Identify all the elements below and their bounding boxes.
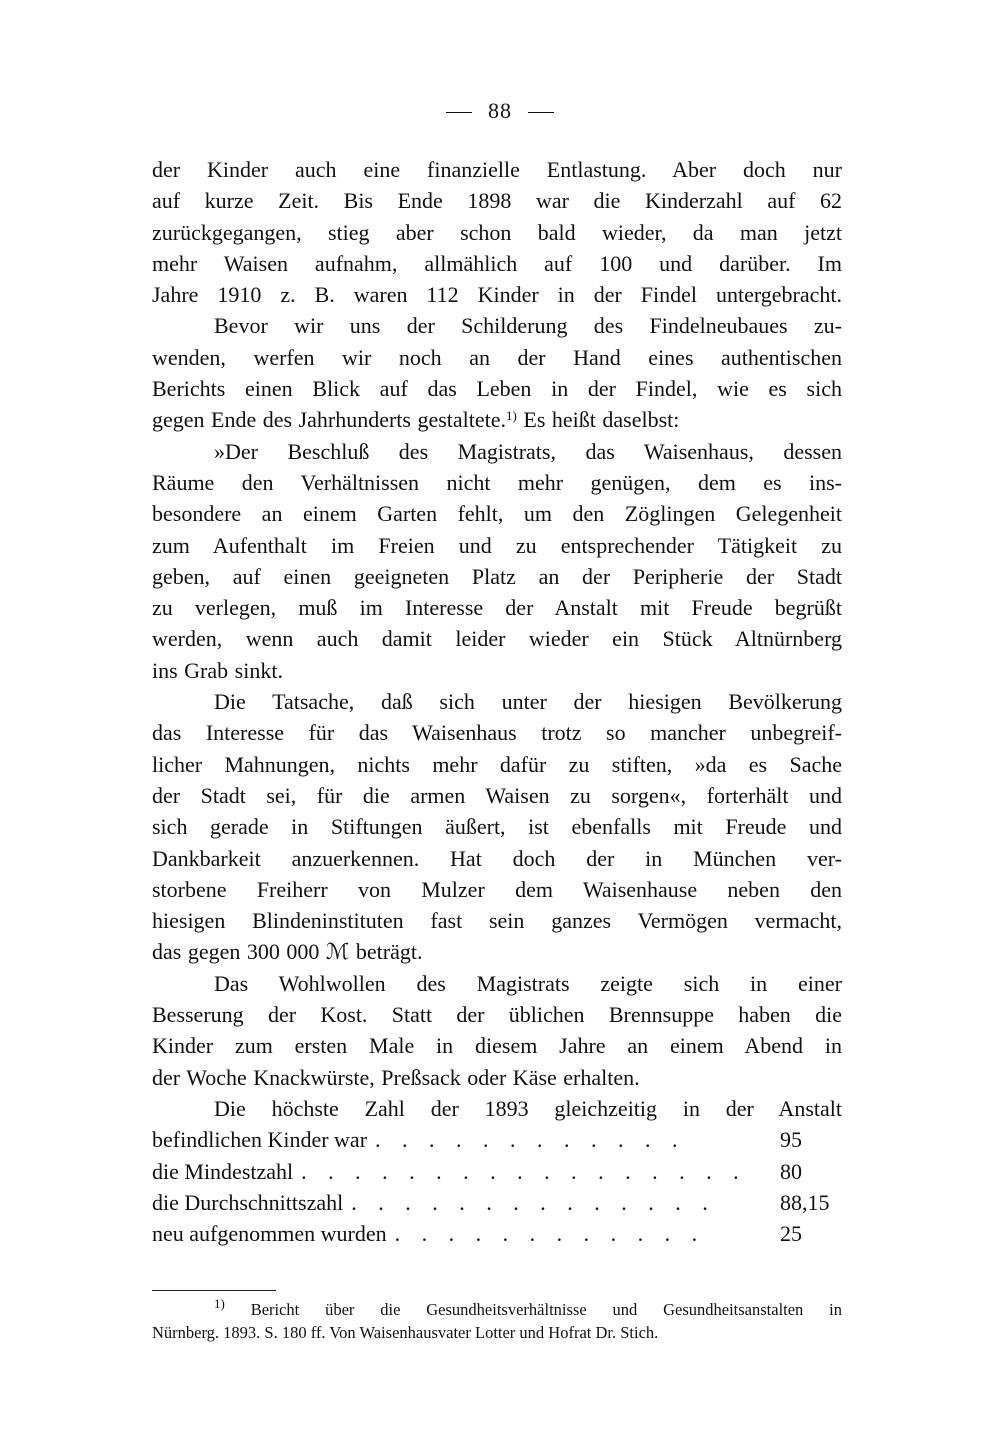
text-line: zurückgegangen, stieg aber schon bald wieder, da man jetzt [152, 219, 842, 245]
text-line: der Woche Knackwürste, Preßsack oder Käse erhalten. [152, 1064, 640, 1090]
text-line: Berichts einen Blick auf das Leben in der Findel, wie es sich [152, 376, 842, 402]
footnote-marker: 1) [214, 1296, 225, 1311]
footnote [152, 1298, 842, 1344]
paragraph-4 [152, 686, 842, 968]
page-number-dash-left [446, 112, 472, 113]
stat-leader-dots: . . . . . . . . . . . . . . . . . [301, 1158, 747, 1184]
stat-label: neu aufgenommen wurden [152, 1221, 387, 1247]
text-line [152, 436, 842, 467]
text-line: Jahre 1910 z. B. waren 112 Kinder in der Findel untergebracht. [152, 282, 842, 308]
text-line: wenden, werfen wir noch an der Hand eines authentischen [152, 344, 842, 370]
stat-leader-dots: . . . . . . . . . . . . . . [351, 1189, 716, 1215]
text-line: das gegen 300 000 ℳ beträgt. [152, 939, 423, 965]
stat-row [152, 1156, 842, 1187]
paragraph-2 [152, 310, 842, 435]
text-line: besondere an einem Garten fehlt, um den Zöglingen Gelegenheit [152, 501, 842, 527]
stat-label: die Durchschnittszahl [152, 1189, 344, 1215]
text-line: Kinder zum ersten Male in diesem Jahre an einem Abend in [152, 1033, 842, 1059]
body-text [152, 154, 842, 1249]
stat-value: 80 [780, 1158, 802, 1184]
text-line: mehr Waisen aufnahm, allmählich auf 100 und darüber. Im [152, 250, 842, 276]
text-line: zu verlegen, muß im Interesse der Anstalt mit Freude begrüßt [152, 595, 842, 621]
paragraph-3 [152, 436, 842, 686]
text-line-content: Die höchste Zahl der 1893 gleichzeitig in der Anstalt [214, 1095, 842, 1121]
text-line: ins Grab sinkt. [152, 657, 283, 683]
stat-label: die Mindestzahl [152, 1158, 294, 1184]
text-line: Besserung der Kost. Statt der üblichen Brennsuppe haben die [152, 1002, 842, 1028]
text-line-content: Das Wohlwollen des Magistrats zeigte sich in einer [214, 970, 842, 996]
paragraph-6 [152, 1093, 842, 1124]
stat-leader-dots: . . . . . . . . . . . . [375, 1127, 686, 1153]
text-line [152, 968, 842, 999]
text-line-content: Die Tatsache, daß sich unter der hiesigen Bevölkerung [214, 689, 842, 715]
stat-label: befindlichen Kinder war [152, 1127, 368, 1153]
text-line: Dankbarkeit anzuerkennen. Hat doch der in München ver- [152, 845, 842, 871]
footnote-text: Bericht über die Gesundheitsverhältnisse und Gesundheitsanstalten in [224, 1300, 842, 1319]
page-number-value: 88 [488, 98, 512, 123]
stat-value: 95 [780, 1127, 802, 1153]
text-line: licher Mahnungen, nichts mehr dafür zu stiften, »da es Sache [152, 751, 842, 777]
text-line: zum Aufenthalt im Freien und zu entsprechender Tätigkeit zu [152, 532, 842, 558]
text-line-content: gegen Ende des Jahrhunderts gestaltete. [152, 407, 507, 433]
text-line [152, 686, 842, 717]
text-line: der Kinder auch eine finanzielle Entlastung. Aber doch nur [152, 157, 842, 182]
text-line-content: Bevor wir uns der Schilderung des Findelneubaues zu- [214, 313, 842, 339]
paragraph-5 [152, 968, 842, 1093]
text-line: storbene Freiherr von Mulzer dem Waisenhause neben den [152, 876, 842, 902]
stat-row [152, 1124, 842, 1155]
text-line [152, 1093, 842, 1124]
stat-value: 88,15 [780, 1189, 830, 1215]
text-line: geben, auf einen geeigneten Platz an der Peripherie der Stadt [152, 563, 842, 589]
footnote-line: Nürnberg. 1893. S. 180 ff. Von Waisenhausvater Lotter und Hofrat Dr. Stich. [152, 1323, 659, 1342]
footnote-line [152, 1298, 842, 1321]
text-line [152, 310, 842, 341]
text-line: das Interesse für das Waisenhaus trotz so mancher unbegreif- [152, 720, 842, 746]
text-line: Räume den Verhältnissen nicht mehr genügen, dem es ins- [152, 469, 842, 495]
footnote-reference[interactable]: 1) [506, 408, 517, 424]
text-line: hiesigen Blindeninstituten fast sein ganzes Vermögen vermacht, [152, 908, 842, 934]
text-line [152, 404, 842, 435]
stat-row [152, 1218, 842, 1249]
stat-value: 25 [780, 1221, 802, 1247]
text-line: werden, wenn auch damit leider wieder ein Stück Altnürnberg [152, 626, 842, 652]
text-line: der Stadt sei, für die armen Waisen zu sorgen«, forterhält und [152, 782, 842, 808]
stat-leader-dots: . . . . . . . . . . . . [394, 1221, 706, 1247]
text-line: auf kurze Zeit. Bis Ende 1898 war die Kinderzahl auf 62 [152, 188, 842, 214]
page-number-dash-right [528, 112, 554, 113]
stat-row [152, 1187, 842, 1218]
text-line-content: »Der Beschluß des Magistrats, das Waisenhaus, dessen [214, 438, 842, 464]
text-line-content: Es heißt daselbst: [516, 407, 680, 433]
text-line: sich gerade in Stiftungen äußert, ist ebenfalls mit Freude und [152, 814, 842, 840]
footnote-divider [152, 1290, 276, 1291]
page-number [0, 98, 1000, 124]
paragraph-1 [152, 154, 842, 310]
statistics-list [152, 1124, 842, 1249]
